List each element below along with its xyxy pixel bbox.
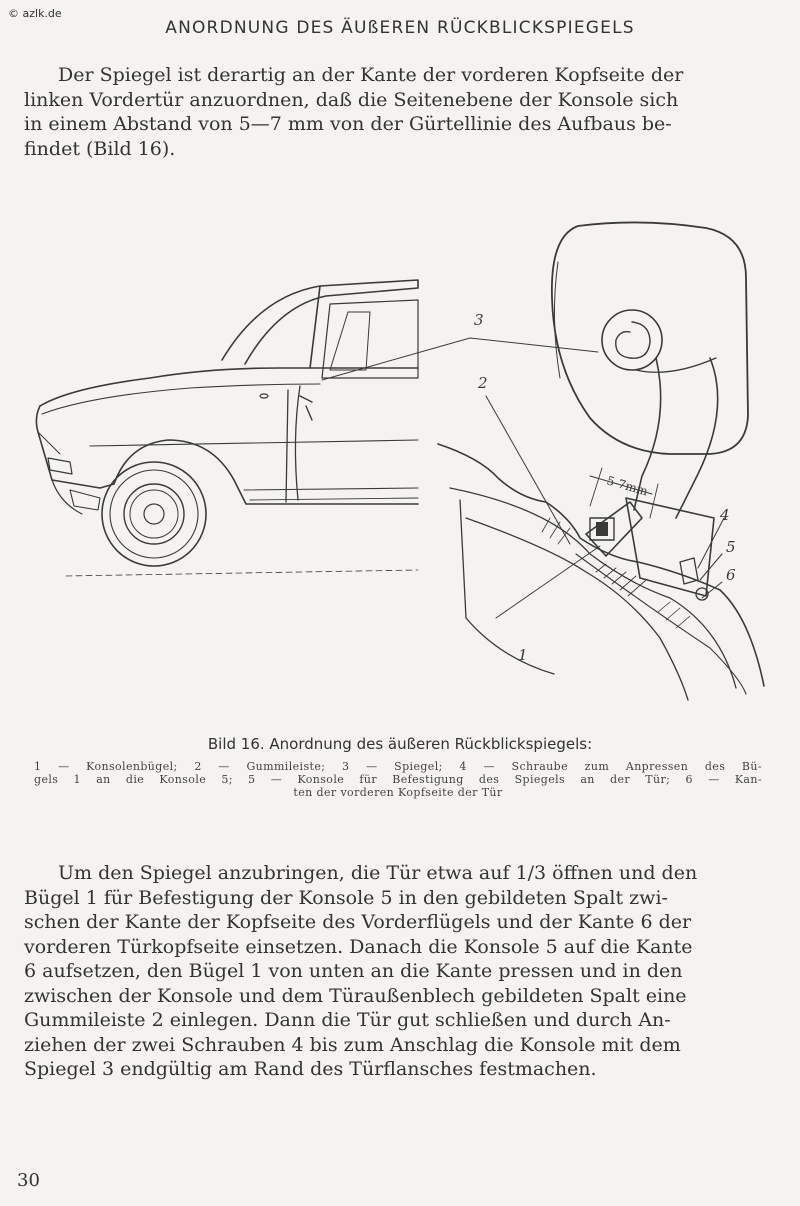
car-illustration	[36, 280, 418, 576]
instruction-line: Um den Spiegel anzubringen, die Tür etwa auf 1/3 öffnen und den	[58, 862, 698, 884]
callout-4: 4	[720, 506, 730, 524]
instruction-line: ziehen der zwei Schrauben 4 bis zum Anschlag die Konsole mit dem	[24, 1033, 681, 1056]
callout-6: 6	[726, 566, 736, 584]
legend-line: ten der vorderen Kopfseite der Tür	[293, 786, 503, 799]
figure-caption-title: Bild 16. Anordnung des äußeren Rückblickspiegels:	[207, 735, 593, 753]
legend-line: 1 — Konsolenbügel; 2 — Gummileiste; 3 — Spiegel; 4 — Schraube zum Anpressen des Bü-	[34, 760, 762, 773]
callout-1: 1	[518, 646, 528, 664]
instruction-line: 6 aufsetzen, den Bügel 1 von unten an die Kante pressen und in den	[24, 960, 683, 982]
callout-3: 3	[474, 311, 484, 329]
legend-line: gels 1 an die Konsole 5; 5 — Konsole für Befestigung des Spiegels an der Tür; 6 — Kan-	[34, 773, 762, 786]
instruction-paragraph	[24, 861, 776, 1082]
instruction-line: zwischen der Konsole und dem Türaußenblech gebildeten Spalt eine	[24, 984, 687, 1007]
instruction-line: schen der Kante der Kopfseite des Vorderflügels und der Kante 6 der	[24, 911, 692, 933]
page-number: 30	[17, 1170, 40, 1191]
intro-line: Der Spiegel ist derartig an der Kante der vorderen Kopfseite der	[58, 64, 684, 86]
instruction-line: vorderen Türkopfseite einsetzen. Danach die Konsole 5 auf die Kante	[24, 935, 693, 958]
instruction-line: Bügel 1 für Befestigung der Konsole 5 in den gebildeten Spalt zwi-	[24, 886, 668, 909]
figure-legend	[34, 760, 762, 799]
mirror-detail-illustration	[438, 222, 764, 700]
callout-2: 2	[478, 374, 488, 392]
mirror-installation-figure	[30, 218, 775, 718]
page-heading: ANORDNUNG DES ÄUßEREN RÜCKBLICKSPIEGELS	[165, 18, 635, 38]
intro-line: findet (Bild 16).	[24, 137, 176, 160]
intro-line: linken Vordertür anzuordnen, daß die Seitenebene der Konsole sich	[24, 88, 679, 111]
leader-lines	[322, 338, 724, 618]
dimension-label: 5-7mm	[605, 473, 650, 499]
callout-5: 5	[726, 538, 736, 556]
instruction-line: Spiegel 3 endgültig am Rand des Türflansches festmachen.	[24, 1058, 597, 1080]
watermark: © azlk.de	[8, 7, 62, 20]
intro-paragraph	[24, 63, 776, 161]
intro-line: in einem Abstand von 5—7 mm von der Gürtellinie des Aufbaus be-	[24, 113, 672, 135]
instruction-line: Gummileiste 2 einlegen. Dann die Tür gut schließen und durch An-	[24, 1009, 671, 1031]
